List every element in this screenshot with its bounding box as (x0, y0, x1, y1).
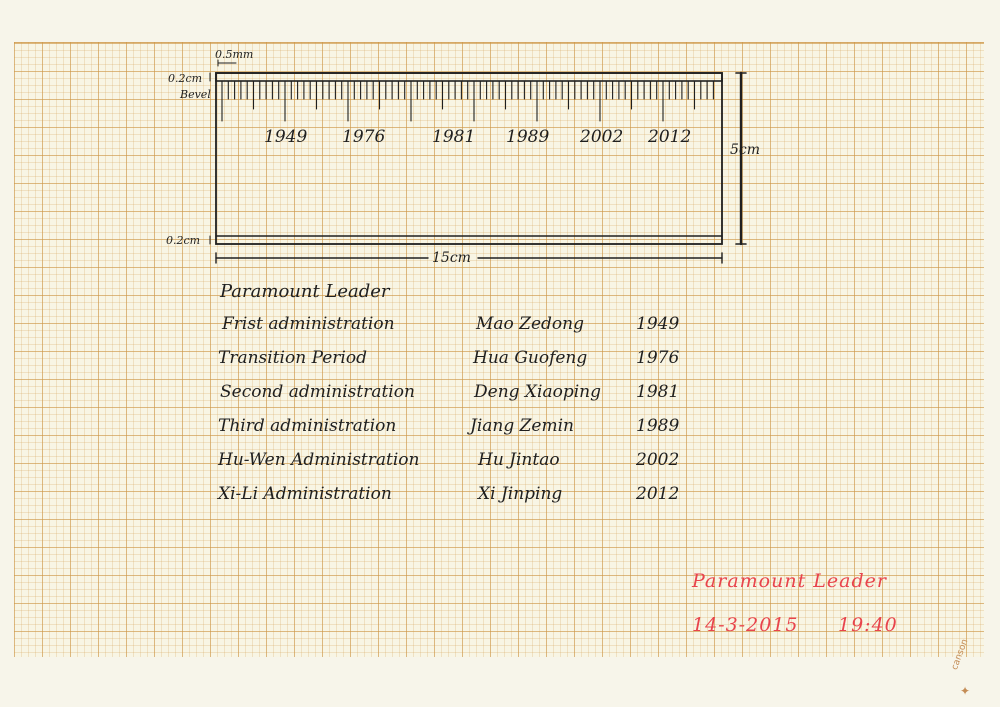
year-cell: 1981 (636, 382, 680, 402)
ruler-year: 1949 (264, 127, 308, 147)
leader-cell: Hua Guofeng (473, 348, 588, 368)
ruler-year: 1981 (432, 127, 476, 147)
tick-spacing-label: 0.5mm (215, 48, 254, 61)
administration-cell: Second administration (220, 382, 415, 402)
bevel-word-label: Bevel (180, 88, 211, 101)
table-heading: Paramount Leader (220, 281, 390, 302)
bevel-top-label: 0.2cm (168, 72, 203, 85)
signature-time: 19:40 (838, 614, 898, 636)
year-cell: 2012 (636, 484, 680, 504)
administration-cell: Third administration (218, 416, 397, 436)
year-cell: 1949 (636, 314, 680, 334)
leader-cell: Hu Jintao (478, 450, 560, 470)
administration-cell: Hu-Wen Administration (218, 450, 420, 470)
signature-date: 14-3-2015 (692, 614, 799, 636)
paper-brand: canson (950, 637, 971, 672)
bevel-bottom-label: 0.2cm (166, 234, 201, 247)
ruler-outline (216, 73, 722, 244)
year-cell: 2002 (636, 450, 680, 470)
ruler-year: 2002 (580, 127, 624, 147)
administration-cell: Xi-Li Administration (218, 484, 392, 504)
leader-cell: Jiang Zemin (470, 416, 575, 436)
signature-title: Paramount Leader (692, 570, 887, 592)
leader-cell: Mao Zedong (476, 314, 585, 334)
ruler-year: 1976 (342, 127, 386, 147)
administration-cell: Transition Period (218, 348, 367, 368)
top-bevel (216, 73, 722, 81)
ruler-ticks (222, 81, 713, 121)
leader-cell: Deng Xiaoping (474, 382, 601, 402)
ruler-year: 2012 (648, 127, 692, 147)
leader-cell: Xi Jinping (478, 484, 563, 504)
year-cell: 1989 (636, 416, 680, 436)
height-label: 5cm (730, 142, 761, 158)
brand-logo-icon: ✦ (960, 684, 971, 698)
administration-cell: Frist administration (222, 314, 395, 334)
width-label: 15cm (432, 250, 471, 266)
ruler-year: 1989 (506, 127, 550, 147)
year-cell: 1976 (636, 348, 680, 368)
